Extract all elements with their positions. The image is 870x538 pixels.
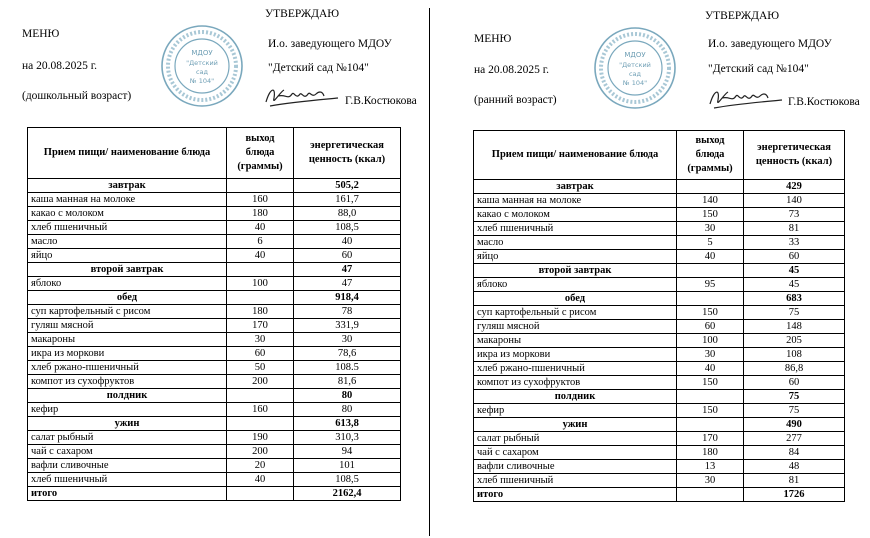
dish-kcal: 30 bbox=[294, 333, 401, 347]
dish-kcal: 78 bbox=[294, 305, 401, 319]
dish-grams: 60 bbox=[227, 347, 294, 361]
dish-kcal: 108 bbox=[744, 348, 845, 362]
dish-row bbox=[28, 403, 401, 417]
dish-grams bbox=[227, 389, 294, 403]
dish-kcal: 918,4 bbox=[294, 291, 401, 305]
dish-grams bbox=[227, 179, 294, 193]
dish-kcal: 45 bbox=[744, 278, 845, 292]
dish-grams: 40 bbox=[227, 221, 294, 235]
signer-name: Г.В.Костюкова bbox=[788, 96, 860, 108]
dish-row bbox=[474, 236, 845, 250]
dish-name: гуляш мясной bbox=[474, 320, 677, 334]
approve-label: УТВЕРЖДАЮ bbox=[265, 8, 340, 20]
dish-grams: 30 bbox=[677, 348, 744, 362]
dish-row bbox=[474, 460, 845, 474]
dish-name: хлеб пшеничный bbox=[28, 221, 227, 235]
dish-name: яблоко bbox=[28, 277, 227, 291]
dish-name: какао с молоком bbox=[474, 208, 677, 222]
dish-grams: 5 bbox=[677, 236, 744, 250]
approver-position: И.о. заведующего МДОУ bbox=[708, 38, 832, 50]
signature bbox=[706, 84, 786, 112]
dish-kcal: 277 bbox=[744, 432, 845, 446]
dish-row bbox=[474, 194, 845, 208]
dish-kcal: 148 bbox=[744, 320, 845, 334]
dish-kcal: 48 bbox=[744, 460, 845, 474]
dish-name: вафли сливочные bbox=[28, 459, 227, 473]
dish-grams bbox=[677, 390, 744, 404]
dish-row bbox=[474, 376, 845, 390]
dish-kcal: 613,8 bbox=[294, 417, 401, 431]
dish-grams: 150 bbox=[677, 306, 744, 320]
dish-name: макароны bbox=[28, 333, 227, 347]
dish-kcal: 108.5 bbox=[294, 361, 401, 375]
dish-grams: 95 bbox=[677, 278, 744, 292]
dish-name: каша манная на молоке bbox=[474, 194, 677, 208]
dish-row bbox=[474, 306, 845, 320]
dish-name: чай с сахаром bbox=[28, 445, 227, 459]
dish-grams: 180 bbox=[227, 305, 294, 319]
dish-kcal: 683 bbox=[744, 292, 845, 306]
dish-name: чай с сахаром bbox=[474, 446, 677, 460]
dish-name: итого bbox=[28, 487, 227, 501]
dish-grams bbox=[677, 264, 744, 278]
organization-name: "Детский сад №104" bbox=[708, 63, 809, 75]
dish-name: компот из сухофруктов bbox=[474, 376, 677, 390]
dish-grams: 20 bbox=[227, 459, 294, 473]
dish-name: масло bbox=[28, 235, 227, 249]
stamp-line-2: "Детский bbox=[619, 61, 651, 69]
dish-name: салат рыбный bbox=[28, 431, 227, 445]
dish-grams: 6 bbox=[227, 235, 294, 249]
dish-name: каша манная на молоке bbox=[28, 193, 227, 207]
dish-grams bbox=[677, 292, 744, 306]
dish-grams: 160 bbox=[227, 193, 294, 207]
dish-grams: 30 bbox=[677, 222, 744, 236]
dish-kcal: 310,3 bbox=[294, 431, 401, 445]
dish-row bbox=[28, 473, 401, 487]
dish-kcal: 75 bbox=[744, 306, 845, 320]
dish-row bbox=[28, 459, 401, 473]
dish-name: хлеб ржано-пшеничный bbox=[474, 362, 677, 376]
dish-kcal: 75 bbox=[744, 390, 845, 404]
dish-name: компот из сухофруктов bbox=[28, 375, 227, 389]
dish-name: яйцо bbox=[474, 250, 677, 264]
dish-kcal: 331,9 bbox=[294, 319, 401, 333]
menu-date: на 20.08.2025 г. bbox=[22, 60, 98, 72]
dish-name: какао с молоком bbox=[28, 207, 227, 221]
dish-grams: 170 bbox=[677, 432, 744, 446]
menu-table-early bbox=[473, 130, 845, 502]
dish-name: макароны bbox=[474, 334, 677, 348]
dish-grams: 40 bbox=[227, 473, 294, 487]
header-kcal: энергетическая ценность (ккал) bbox=[744, 131, 845, 180]
dish-kcal: 140 bbox=[744, 194, 845, 208]
dish-grams: 150 bbox=[677, 208, 744, 222]
stamp-line-3: сад bbox=[628, 70, 642, 78]
meal-row bbox=[474, 180, 845, 194]
official-stamp bbox=[160, 24, 244, 108]
menu-date: на 20.08.2025 г. bbox=[474, 64, 550, 76]
dish-kcal: 94 bbox=[294, 445, 401, 459]
dish-name: завтрак bbox=[474, 180, 677, 194]
total-row bbox=[28, 487, 401, 501]
dish-kcal: 80 bbox=[294, 389, 401, 403]
meal-row bbox=[474, 292, 845, 306]
dish-kcal: 108,5 bbox=[294, 473, 401, 487]
dish-grams: 100 bbox=[227, 277, 294, 291]
dish-kcal: 490 bbox=[744, 418, 845, 432]
dish-row bbox=[28, 193, 401, 207]
dish-kcal: 161,7 bbox=[294, 193, 401, 207]
dish-grams: 170 bbox=[227, 319, 294, 333]
dish-grams bbox=[227, 487, 294, 501]
dish-row bbox=[28, 319, 401, 333]
dish-row bbox=[28, 347, 401, 361]
dish-kcal: 45 bbox=[744, 264, 845, 278]
meal-row bbox=[474, 418, 845, 432]
dish-kcal: 81 bbox=[744, 222, 845, 236]
dish-row bbox=[28, 361, 401, 375]
header-grams: выход блюда (граммы) bbox=[227, 128, 294, 179]
dish-grams: 100 bbox=[677, 334, 744, 348]
dish-row bbox=[28, 375, 401, 389]
dish-name: обед bbox=[474, 292, 677, 306]
left-menu-page bbox=[0, 0, 429, 538]
official-stamp bbox=[593, 26, 677, 110]
dish-kcal: 81,6 bbox=[294, 375, 401, 389]
menu-table-preschool bbox=[27, 127, 401, 501]
dish-grams bbox=[227, 291, 294, 305]
dish-kcal: 101 bbox=[294, 459, 401, 473]
dish-kcal: 73 bbox=[744, 208, 845, 222]
dish-row bbox=[474, 278, 845, 292]
dish-kcal: 88,0 bbox=[294, 207, 401, 221]
signature bbox=[262, 82, 342, 110]
approve-label: УТВЕРЖДАЮ bbox=[705, 10, 780, 22]
dish-row bbox=[474, 474, 845, 488]
organization-name: "Детский сад №104" bbox=[268, 62, 369, 74]
dish-grams: 30 bbox=[227, 333, 294, 347]
header-kcal: энергетическая ценность (ккал) bbox=[294, 128, 401, 179]
dish-grams: 200 bbox=[227, 375, 294, 389]
dish-name: яйцо bbox=[28, 249, 227, 263]
dish-name: полдник bbox=[28, 389, 227, 403]
dish-row bbox=[474, 208, 845, 222]
dish-name: гуляш мясной bbox=[28, 319, 227, 333]
dish-grams: 180 bbox=[227, 207, 294, 221]
dish-kcal: 75 bbox=[744, 404, 845, 418]
dish-row bbox=[28, 221, 401, 235]
meal-row bbox=[28, 417, 401, 431]
dish-row bbox=[474, 222, 845, 236]
age-group: (ранний возраст) bbox=[474, 94, 557, 106]
dish-grams: 190 bbox=[227, 431, 294, 445]
dish-kcal: 47 bbox=[294, 277, 401, 291]
dish-grams: 150 bbox=[677, 404, 744, 418]
meal-row bbox=[474, 390, 845, 404]
dish-name: суп картофельный с рисом bbox=[28, 305, 227, 319]
dish-name: итого bbox=[474, 488, 677, 502]
right-menu-page bbox=[430, 0, 870, 538]
dish-name: завтрак bbox=[28, 179, 227, 193]
header-dish: Прием пищи/ наименование блюда bbox=[28, 128, 227, 179]
dish-grams bbox=[677, 418, 744, 432]
dish-kcal: 60 bbox=[744, 250, 845, 264]
dish-kcal: 108,5 bbox=[294, 221, 401, 235]
dish-grams: 140 bbox=[677, 194, 744, 208]
dish-kcal: 205 bbox=[744, 334, 845, 348]
dish-grams bbox=[227, 417, 294, 431]
dish-grams: 30 bbox=[677, 474, 744, 488]
dish-row bbox=[474, 320, 845, 334]
dish-row bbox=[474, 432, 845, 446]
dish-row bbox=[474, 348, 845, 362]
dish-grams: 150 bbox=[677, 376, 744, 390]
age-group: (дошкольный возраст) bbox=[22, 90, 132, 102]
dish-grams: 13 bbox=[677, 460, 744, 474]
dish-name: второй завтрак bbox=[28, 263, 227, 277]
dish-grams: 50 bbox=[227, 361, 294, 375]
dish-row bbox=[28, 445, 401, 459]
dish-grams bbox=[227, 263, 294, 277]
dish-kcal: 40 bbox=[294, 235, 401, 249]
dish-name: обед bbox=[28, 291, 227, 305]
dish-row bbox=[474, 404, 845, 418]
dish-name: салат рыбный bbox=[474, 432, 677, 446]
dish-row bbox=[474, 250, 845, 264]
dish-name: второй завтрак bbox=[474, 264, 677, 278]
menu-rows bbox=[474, 180, 845, 502]
dish-row bbox=[474, 446, 845, 460]
dish-name: кефир bbox=[28, 403, 227, 417]
meal-row bbox=[474, 264, 845, 278]
dish-grams: 60 bbox=[677, 320, 744, 334]
dish-row bbox=[28, 305, 401, 319]
dish-kcal: 2162,4 bbox=[294, 487, 401, 501]
dish-kcal: 505,2 bbox=[294, 179, 401, 193]
dish-kcal: 80 bbox=[294, 403, 401, 417]
dish-name: кефир bbox=[474, 404, 677, 418]
dish-grams: 40 bbox=[227, 249, 294, 263]
dish-row bbox=[28, 333, 401, 347]
dish-name: масло bbox=[474, 236, 677, 250]
dish-kcal: 86,8 bbox=[744, 362, 845, 376]
total-row bbox=[474, 488, 845, 502]
dish-kcal: 84 bbox=[744, 446, 845, 460]
stamp-line-4: № 104" bbox=[622, 79, 648, 87]
menu-rows bbox=[28, 179, 401, 501]
dish-name: хлеб пшеничный bbox=[474, 474, 677, 488]
dish-name: вафли сливочные bbox=[474, 460, 677, 474]
dish-kcal: 429 bbox=[744, 180, 845, 194]
dish-kcal: 47 bbox=[294, 263, 401, 277]
stamp-line-1: МДОУ bbox=[191, 49, 213, 57]
dish-name: хлеб пшеничный bbox=[474, 222, 677, 236]
dish-kcal: 60 bbox=[294, 249, 401, 263]
dish-grams: 180 bbox=[677, 446, 744, 460]
dish-grams bbox=[677, 488, 744, 502]
dish-name: хлеб пшеничный bbox=[28, 473, 227, 487]
stamp-line-4: № 104" bbox=[189, 77, 215, 85]
menu-title: МЕНЮ bbox=[22, 28, 60, 40]
stamp-line-1: МДОУ bbox=[624, 51, 646, 59]
dish-row bbox=[474, 362, 845, 376]
dish-kcal: 33 bbox=[744, 236, 845, 250]
stamp-line-2: "Детский bbox=[186, 59, 218, 67]
dish-grams: 40 bbox=[677, 362, 744, 376]
dish-row bbox=[474, 334, 845, 348]
dish-name: суп картофельный с рисом bbox=[474, 306, 677, 320]
header-dish: Прием пищи/ наименование блюда bbox=[474, 131, 677, 180]
dish-row bbox=[28, 235, 401, 249]
dish-name: икра из моркови bbox=[28, 347, 227, 361]
dish-row bbox=[28, 249, 401, 263]
header-grams: выход блюда (граммы) bbox=[677, 131, 744, 180]
dish-kcal: 81 bbox=[744, 474, 845, 488]
dish-row bbox=[28, 431, 401, 445]
dish-kcal: 60 bbox=[744, 376, 845, 390]
meal-row bbox=[28, 179, 401, 193]
meal-row bbox=[28, 263, 401, 277]
dish-row bbox=[28, 207, 401, 221]
dish-grams: 160 bbox=[227, 403, 294, 417]
dish-kcal: 78,6 bbox=[294, 347, 401, 361]
dish-name: ужин bbox=[474, 418, 677, 432]
dish-grams bbox=[677, 180, 744, 194]
menu-title: МЕНЮ bbox=[474, 33, 512, 45]
dish-grams: 200 bbox=[227, 445, 294, 459]
signer-name: Г.В.Костюкова bbox=[345, 95, 417, 107]
dish-row bbox=[28, 277, 401, 291]
approver-position: И.о. заведующего МДОУ bbox=[268, 38, 392, 50]
stamp-line-3: сад bbox=[195, 68, 209, 76]
meal-row bbox=[28, 291, 401, 305]
dish-grams: 40 bbox=[677, 250, 744, 264]
dish-name: полдник bbox=[474, 390, 677, 404]
dish-name: хлеб ржано-пшеничный bbox=[28, 361, 227, 375]
dish-kcal: 1726 bbox=[744, 488, 845, 502]
meal-row bbox=[28, 389, 401, 403]
dish-name: икра из моркови bbox=[474, 348, 677, 362]
dish-name: яблоко bbox=[474, 278, 677, 292]
dish-name: ужин bbox=[28, 417, 227, 431]
